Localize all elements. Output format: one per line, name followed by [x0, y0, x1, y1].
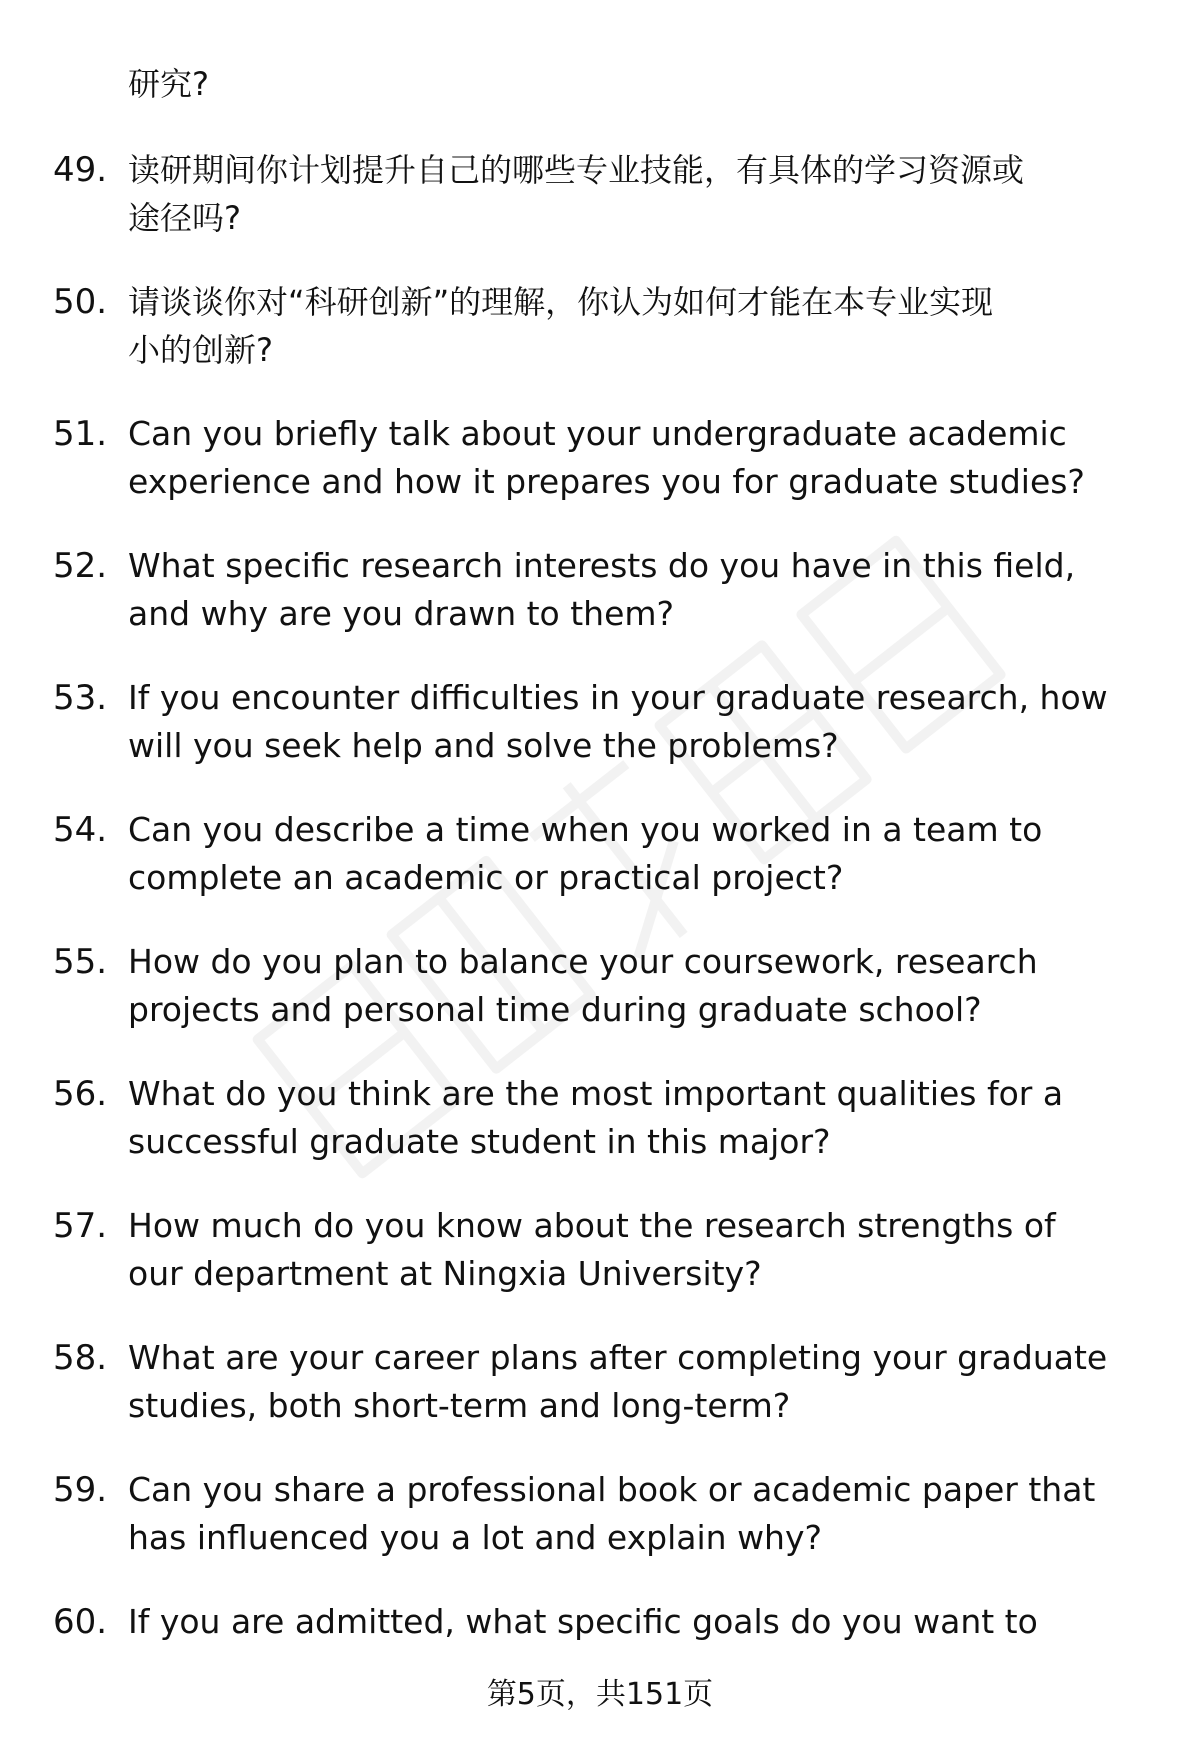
question-number: 55.	[53, 942, 108, 982]
question-text	[128, 1334, 1107, 1430]
question-item	[0, 542, 1200, 674]
question-text-line: 途径吗?	[128, 199, 241, 237]
page-footer: 第5页，共151页	[486, 1677, 714, 1712]
question-number: 58.	[53, 1338, 108, 1378]
continuation-text: 研究?	[128, 65, 209, 103]
question-item	[0, 674, 1200, 806]
question-text-line: Can you share a professional book or academic paper that	[128, 1470, 1096, 1509]
question-text-line: What do you think are the most important qualities for a	[128, 1074, 1064, 1113]
question-number: 51.	[53, 414, 108, 454]
question-number: 57.	[53, 1206, 108, 1246]
question-item	[0, 146, 1200, 278]
question-text-line: successful graduate student in this major?	[128, 1122, 831, 1161]
question-item	[0, 806, 1200, 938]
question-number: 53.	[53, 678, 108, 718]
question-number: 59.	[53, 1470, 108, 1510]
question-number: 52.	[53, 546, 108, 586]
question-text	[128, 1598, 1038, 1646]
question-text	[128, 146, 1024, 242]
question-text-line: our department at Ningxia University?	[128, 1254, 762, 1293]
question-text-line: What are your career plans after completing your graduate	[128, 1338, 1108, 1377]
question-text-line: 读研期间你计划提升自己的哪些专业技能，有具体的学习资源或	[128, 151, 1025, 189]
question-text	[128, 278, 993, 374]
question-text-line: 请谈谈你对“科研创新”的理解，你认为如何才能在本专业实现	[128, 283, 994, 321]
question-text	[128, 938, 1038, 1034]
question-text-line: What specific research interests do you have in this field,	[128, 546, 1076, 585]
question-text-line: projects and personal time during graduate school?	[128, 990, 982, 1029]
question-item	[0, 1202, 1200, 1334]
question-number: 60.	[53, 1602, 108, 1642]
question-item	[0, 1070, 1200, 1202]
question-text	[128, 410, 1085, 506]
question-text-line: Can you describe a time when you worked in a team to	[128, 810, 1043, 849]
question-text	[128, 806, 1042, 902]
question-text-line: If you are admitted, what specific goals do you want to	[128, 1602, 1038, 1641]
question-number: 56.	[53, 1074, 108, 1114]
question-list	[0, 146, 1200, 1730]
question-text-line: complete an academic or practical project?	[128, 858, 844, 897]
question-text	[128, 674, 1108, 770]
question-number: 54.	[53, 810, 108, 850]
question-item	[0, 1466, 1200, 1598]
question-text-line: experience and how it prepares you for graduate studies?	[128, 462, 1085, 501]
question-item	[0, 410, 1200, 542]
question-number: 49.	[53, 150, 108, 190]
question-text-line: 小的创新?	[128, 331, 273, 369]
question-text	[128, 1070, 1063, 1166]
question-text-line: studies, both short-term and long-term?	[128, 1386, 791, 1425]
question-text-line: will you seek help and solve the problems?	[128, 726, 839, 765]
question-text-line: How do you plan to balance your coursework, research	[128, 942, 1038, 981]
question-text	[128, 542, 1075, 638]
question-number: 50.	[53, 282, 108, 322]
question-item	[0, 938, 1200, 1070]
question-text-line: has influenced you a lot and explain why?	[128, 1518, 823, 1557]
question-text-line: How much do you know about the research strengths of	[128, 1206, 1056, 1245]
question-item	[0, 278, 1200, 410]
question-text-line: Can you briefly talk about your undergraduate academic	[128, 414, 1067, 453]
question-text-line: and why are you drawn to them?	[128, 594, 675, 633]
question-text	[128, 1466, 1095, 1562]
question-item	[0, 1334, 1200, 1466]
question-text	[128, 1202, 1056, 1298]
question-text-line: If you encounter difficulties in your graduate research, how	[128, 678, 1108, 717]
